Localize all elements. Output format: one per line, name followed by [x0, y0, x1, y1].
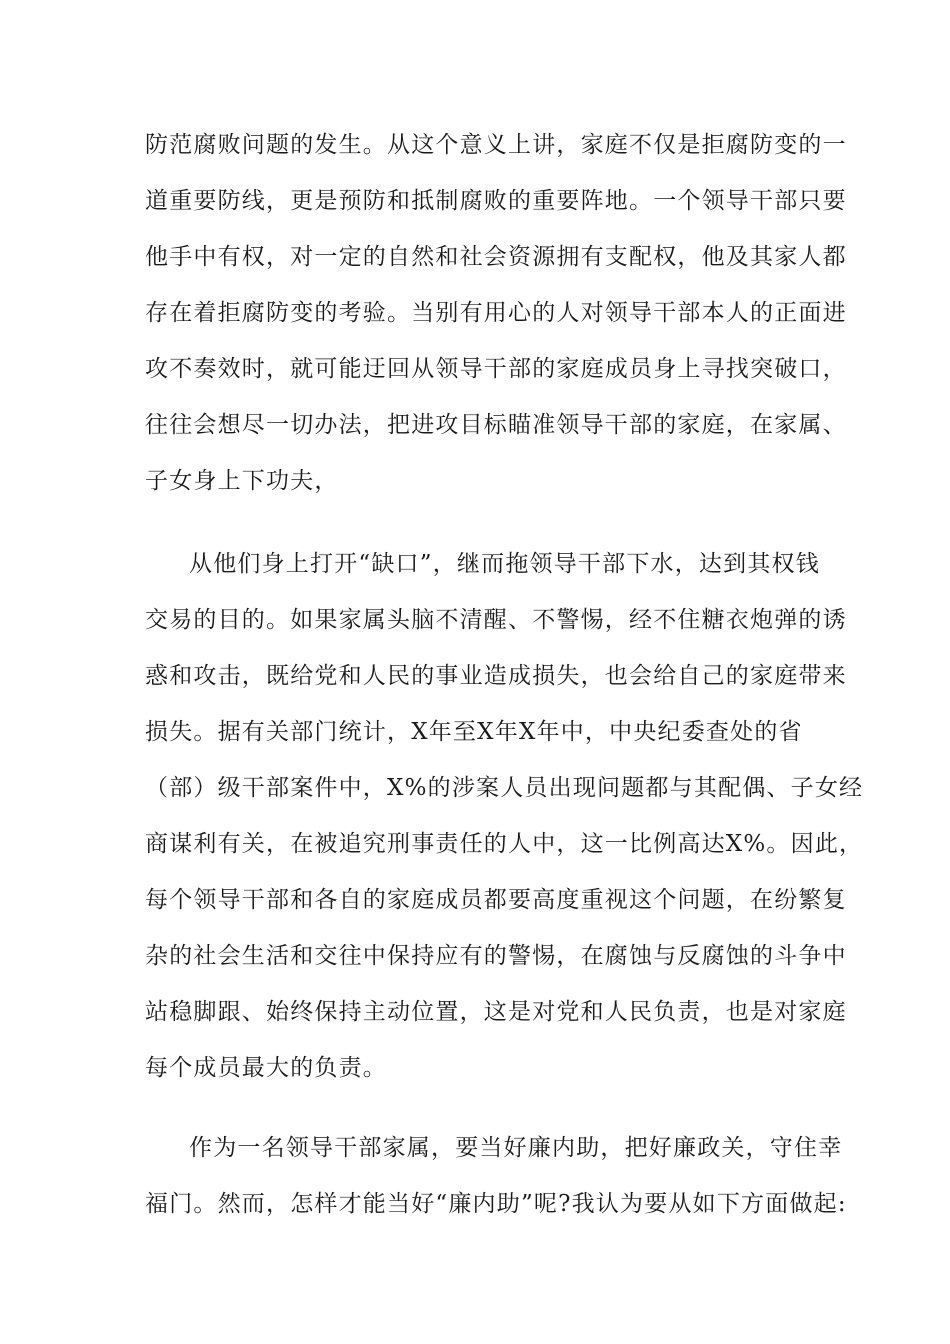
- paragraph-2-line-1: 从他们身上打开“缺口”，继而拖领导干部下水，达到其权钱: [189, 551, 820, 577]
- paragraph-2-line-9: 站稳脚跟、始终保持主动位置，这是对党和人民负责，也是对家庭: [145, 999, 847, 1025]
- paragraph-1-line-5: 攻不奏效时，就可能迂回从领导干部的家庭成员身上寻找突破口，: [145, 356, 847, 382]
- paragraph-3-line-1: 作为一名领导干部家属，要当好廉内助，把好廉政关，守住幸: [189, 1135, 843, 1161]
- paragraph-2-line-4: 损失。据有关部门统计，X年至X年X年中，中央纪委查处的省: [145, 719, 803, 745]
- paragraph-2-line-7: 每个领导干部和各自的家庭成员都要高度重视这个问题，在纷繁复: [145, 887, 847, 913]
- paragraph-1-line-7: 子女身上下功夫，: [145, 468, 339, 494]
- paragraph-3-line-2: 福门。然而，怎样才能当好“廉内助”呢?我认为要从如下方面做起:: [145, 1191, 847, 1217]
- paragraph-2-line-6: 商谋利有关，在被追究刑事责任的人中，这一比例高达X%。因此，: [145, 831, 864, 857]
- paragraph-2-line-8: 杂的社会生活和交往中保持应有的警惕，在腐蚀与反腐蚀的斗争中: [145, 943, 847, 969]
- paragraph-1-line-3: 他手中有权，对一定的自然和社会资源拥有支配权，他及其家人都: [145, 244, 847, 270]
- paragraph-1-line-1: 防范腐败问题的发生。从这个意义上讲，家庭不仅是拒腐防变的一: [145, 132, 847, 158]
- paragraph-1-line-6: 往往会想尽一切办法，把进攻目标瞄准领导干部的家庭，在家属、: [145, 412, 847, 438]
- paragraph-2-line-5: （部）级干部案件中，X%的涉案人员出现问题都与其配偶、子女经: [145, 775, 864, 801]
- paragraph-2-line-3: 惑和攻击，既给党和人民的事业造成损失，也会给自己的家庭带来: [145, 663, 847, 689]
- paragraph-2-line-2: 交易的目的。如果家属头脑不清醒、不警惕，经不住糖衣炮弹的诱: [145, 607, 847, 633]
- paragraph-1-line-2: 道重要防线，更是预防和抵制腐败的重要阵地。一个领导干部只要: [145, 188, 847, 214]
- paragraph-2-line-10: 每个成员最大的负责。: [145, 1055, 387, 1081]
- paragraph-1-line-4: 存在着拒腐防变的考验。当别有用心的人对领导干部本人的正面进: [145, 300, 847, 326]
